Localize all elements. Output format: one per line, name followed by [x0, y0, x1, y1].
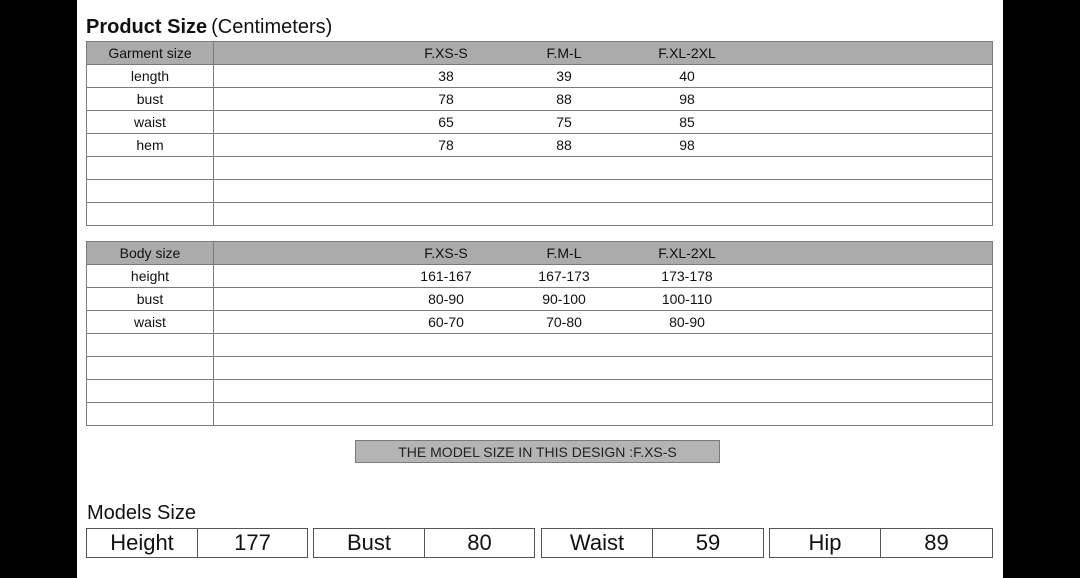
- models-waist-box: [541, 528, 764, 558]
- garment-header-label: Garment size: [87, 42, 214, 65]
- empty-cell: [87, 180, 214, 203]
- empty-cell: [87, 380, 214, 403]
- column-header: F.M-L: [546, 45, 582, 61]
- row-values: [214, 311, 993, 334]
- table-row: [87, 65, 993, 88]
- models-label: Hip: [770, 529, 881, 557]
- empty-cell: [214, 380, 993, 403]
- header-cells: [214, 242, 993, 265]
- models-hip-box: [769, 528, 993, 558]
- empty-row: [87, 334, 993, 357]
- table-cell: 98: [679, 137, 695, 153]
- table-cell: 90-100: [542, 291, 586, 307]
- empty-cell: [214, 180, 993, 203]
- table-cell: 167-173: [538, 268, 590, 284]
- model-size-banner: THE MODEL SIZE IN THIS DESIGN :F.XS-S: [355, 440, 720, 463]
- empty-row: [87, 380, 993, 403]
- table-row: [87, 111, 993, 134]
- empty-row: [87, 157, 993, 180]
- column-header: F.XS-S: [424, 245, 468, 261]
- table-cell: 88: [556, 91, 572, 107]
- table-cell: 60-70: [428, 314, 464, 330]
- models-label: Waist: [542, 529, 653, 557]
- empty-cell: [87, 157, 214, 180]
- table-cell: 78: [438, 137, 454, 153]
- table-cell: 173-178: [661, 268, 713, 284]
- table-cell: 78: [438, 91, 454, 107]
- column-header: F.XS-S: [424, 45, 468, 61]
- table-cell: 38: [438, 68, 454, 84]
- models-bust-box: [313, 528, 535, 558]
- models-height-box: [86, 528, 308, 558]
- empty-cell: [87, 334, 214, 357]
- table-cell: 161-167: [420, 268, 472, 284]
- row-label: bust: [87, 88, 214, 111]
- garment-size-table: [86, 41, 993, 226]
- table-cell: 75: [556, 114, 572, 130]
- row-label: waist: [87, 111, 214, 134]
- table-row: [87, 88, 993, 111]
- empty-cell: [214, 203, 993, 226]
- models-value: 177: [234, 530, 271, 555]
- title-main: Product Size: [86, 16, 208, 38]
- row-values: [214, 65, 993, 88]
- row-label: bust: [87, 288, 214, 311]
- table-cell: 39: [556, 68, 572, 84]
- row-values: [214, 88, 993, 111]
- empty-cell: [214, 357, 993, 380]
- column-header: F.XL-2XL: [658, 45, 716, 61]
- header-cells: [214, 42, 993, 65]
- table-header-row: [87, 242, 993, 265]
- size-chart-page: [77, 0, 1003, 578]
- row-values: [214, 288, 993, 311]
- row-values: [214, 265, 993, 288]
- models-size-title: Models Size: [87, 502, 196, 524]
- table-row: [87, 265, 993, 288]
- models-label: Height: [87, 529, 198, 557]
- empty-cell: [87, 203, 214, 226]
- row-label: hem: [87, 134, 214, 157]
- row-label: length: [87, 65, 214, 88]
- table-cell: 80-90: [669, 314, 705, 330]
- body-size-table: [86, 241, 993, 426]
- table-cell: 40: [679, 68, 695, 84]
- table-cell: 80-90: [428, 291, 464, 307]
- column-header: F.M-L: [546, 245, 582, 261]
- empty-cell: [87, 357, 214, 380]
- row-values: [214, 111, 993, 134]
- empty-row: [87, 180, 993, 203]
- table-cell: 88: [556, 137, 572, 153]
- table-row: [87, 288, 993, 311]
- row-values: [214, 134, 993, 157]
- models-value: 59: [695, 530, 721, 555]
- body-header-label: Body size: [87, 242, 214, 265]
- row-label: waist: [87, 311, 214, 334]
- table-header-row: [87, 42, 993, 65]
- page-title: [86, 16, 332, 39]
- table-cell: 65: [438, 114, 454, 130]
- empty-row: [87, 357, 993, 380]
- empty-row: [87, 203, 993, 226]
- table-row: [87, 134, 993, 157]
- title-unit: (Centimeters): [211, 16, 333, 38]
- empty-cell: [87, 403, 214, 426]
- empty-cell: [214, 334, 993, 357]
- table-row: [87, 311, 993, 334]
- empty-cell: [214, 403, 993, 426]
- empty-row: [87, 403, 993, 426]
- table-cell: 85: [679, 114, 695, 130]
- table-cell: 100-110: [661, 291, 713, 307]
- table-cell: 70-80: [546, 314, 582, 330]
- row-label: height: [87, 265, 214, 288]
- models-label: Bust: [314, 529, 425, 557]
- models-value: 80: [467, 530, 492, 555]
- table-cell: 98: [679, 91, 695, 107]
- models-value: 89: [924, 530, 949, 555]
- empty-cell: [214, 157, 993, 180]
- column-header: F.XL-2XL: [658, 245, 716, 261]
